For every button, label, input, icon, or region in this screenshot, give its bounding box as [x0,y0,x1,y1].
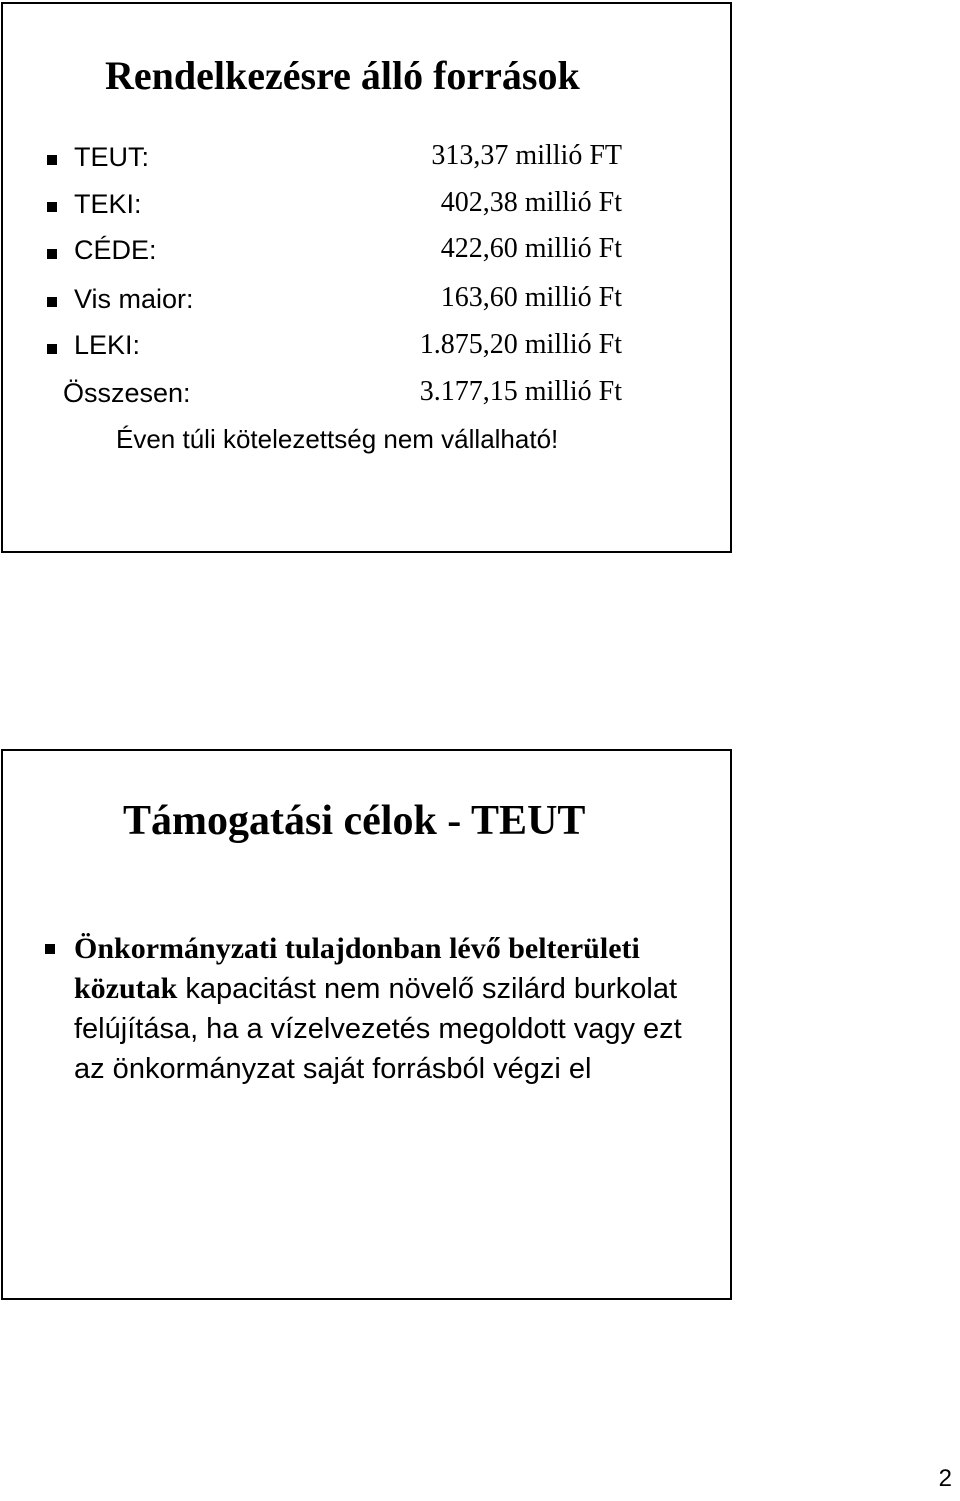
square-bullet-icon [47,344,57,354]
item-label: TEUT: [74,142,150,172]
square-bullet-icon [47,155,57,165]
slide-support-goals [1,749,732,1300]
item-value: 163,60 millió Ft [440,282,622,313]
bullet-paragraph [74,929,714,1089]
square-bullet-icon [45,944,55,954]
item-value: 402,38 millió Ft [440,187,622,218]
item-label: CÉDE: [74,235,157,265]
item-label: Vis maior: [74,284,194,314]
slide-title: Támogatási célok - TEUT [123,798,586,844]
bullet-bold-text: Önkormányzati tulajdonban lévő belterületi közutak [74,932,640,1005]
warning-note: Éven túli kötelezettség nem vállalható! [116,424,559,454]
slide-title: Rendelkezésre álló források [105,53,580,98]
square-bullet-icon [47,202,57,212]
total-label: Összesen: [63,378,191,408]
square-bullet-icon [47,297,57,307]
item-label: LEKI: [74,330,141,360]
total-value: 3.177,15 millió Ft [419,376,622,407]
item-value: 313,37 millió FT [431,140,622,171]
bullet-text: kapacitást nem növelő szilárd burkolat felújítása, ha a vízelvezetés megoldott vagy ezt az önkormányzat saját forrásból végzi el [74,973,682,1085]
item-value: 1.875,20 millió Ft [419,329,622,360]
item-label: TEKI: [74,189,142,219]
item-value: 422,60 millió Ft [440,233,622,264]
slide-resources [1,2,732,553]
page-number: 2 [938,1465,952,1492]
square-bullet-icon [47,249,57,259]
